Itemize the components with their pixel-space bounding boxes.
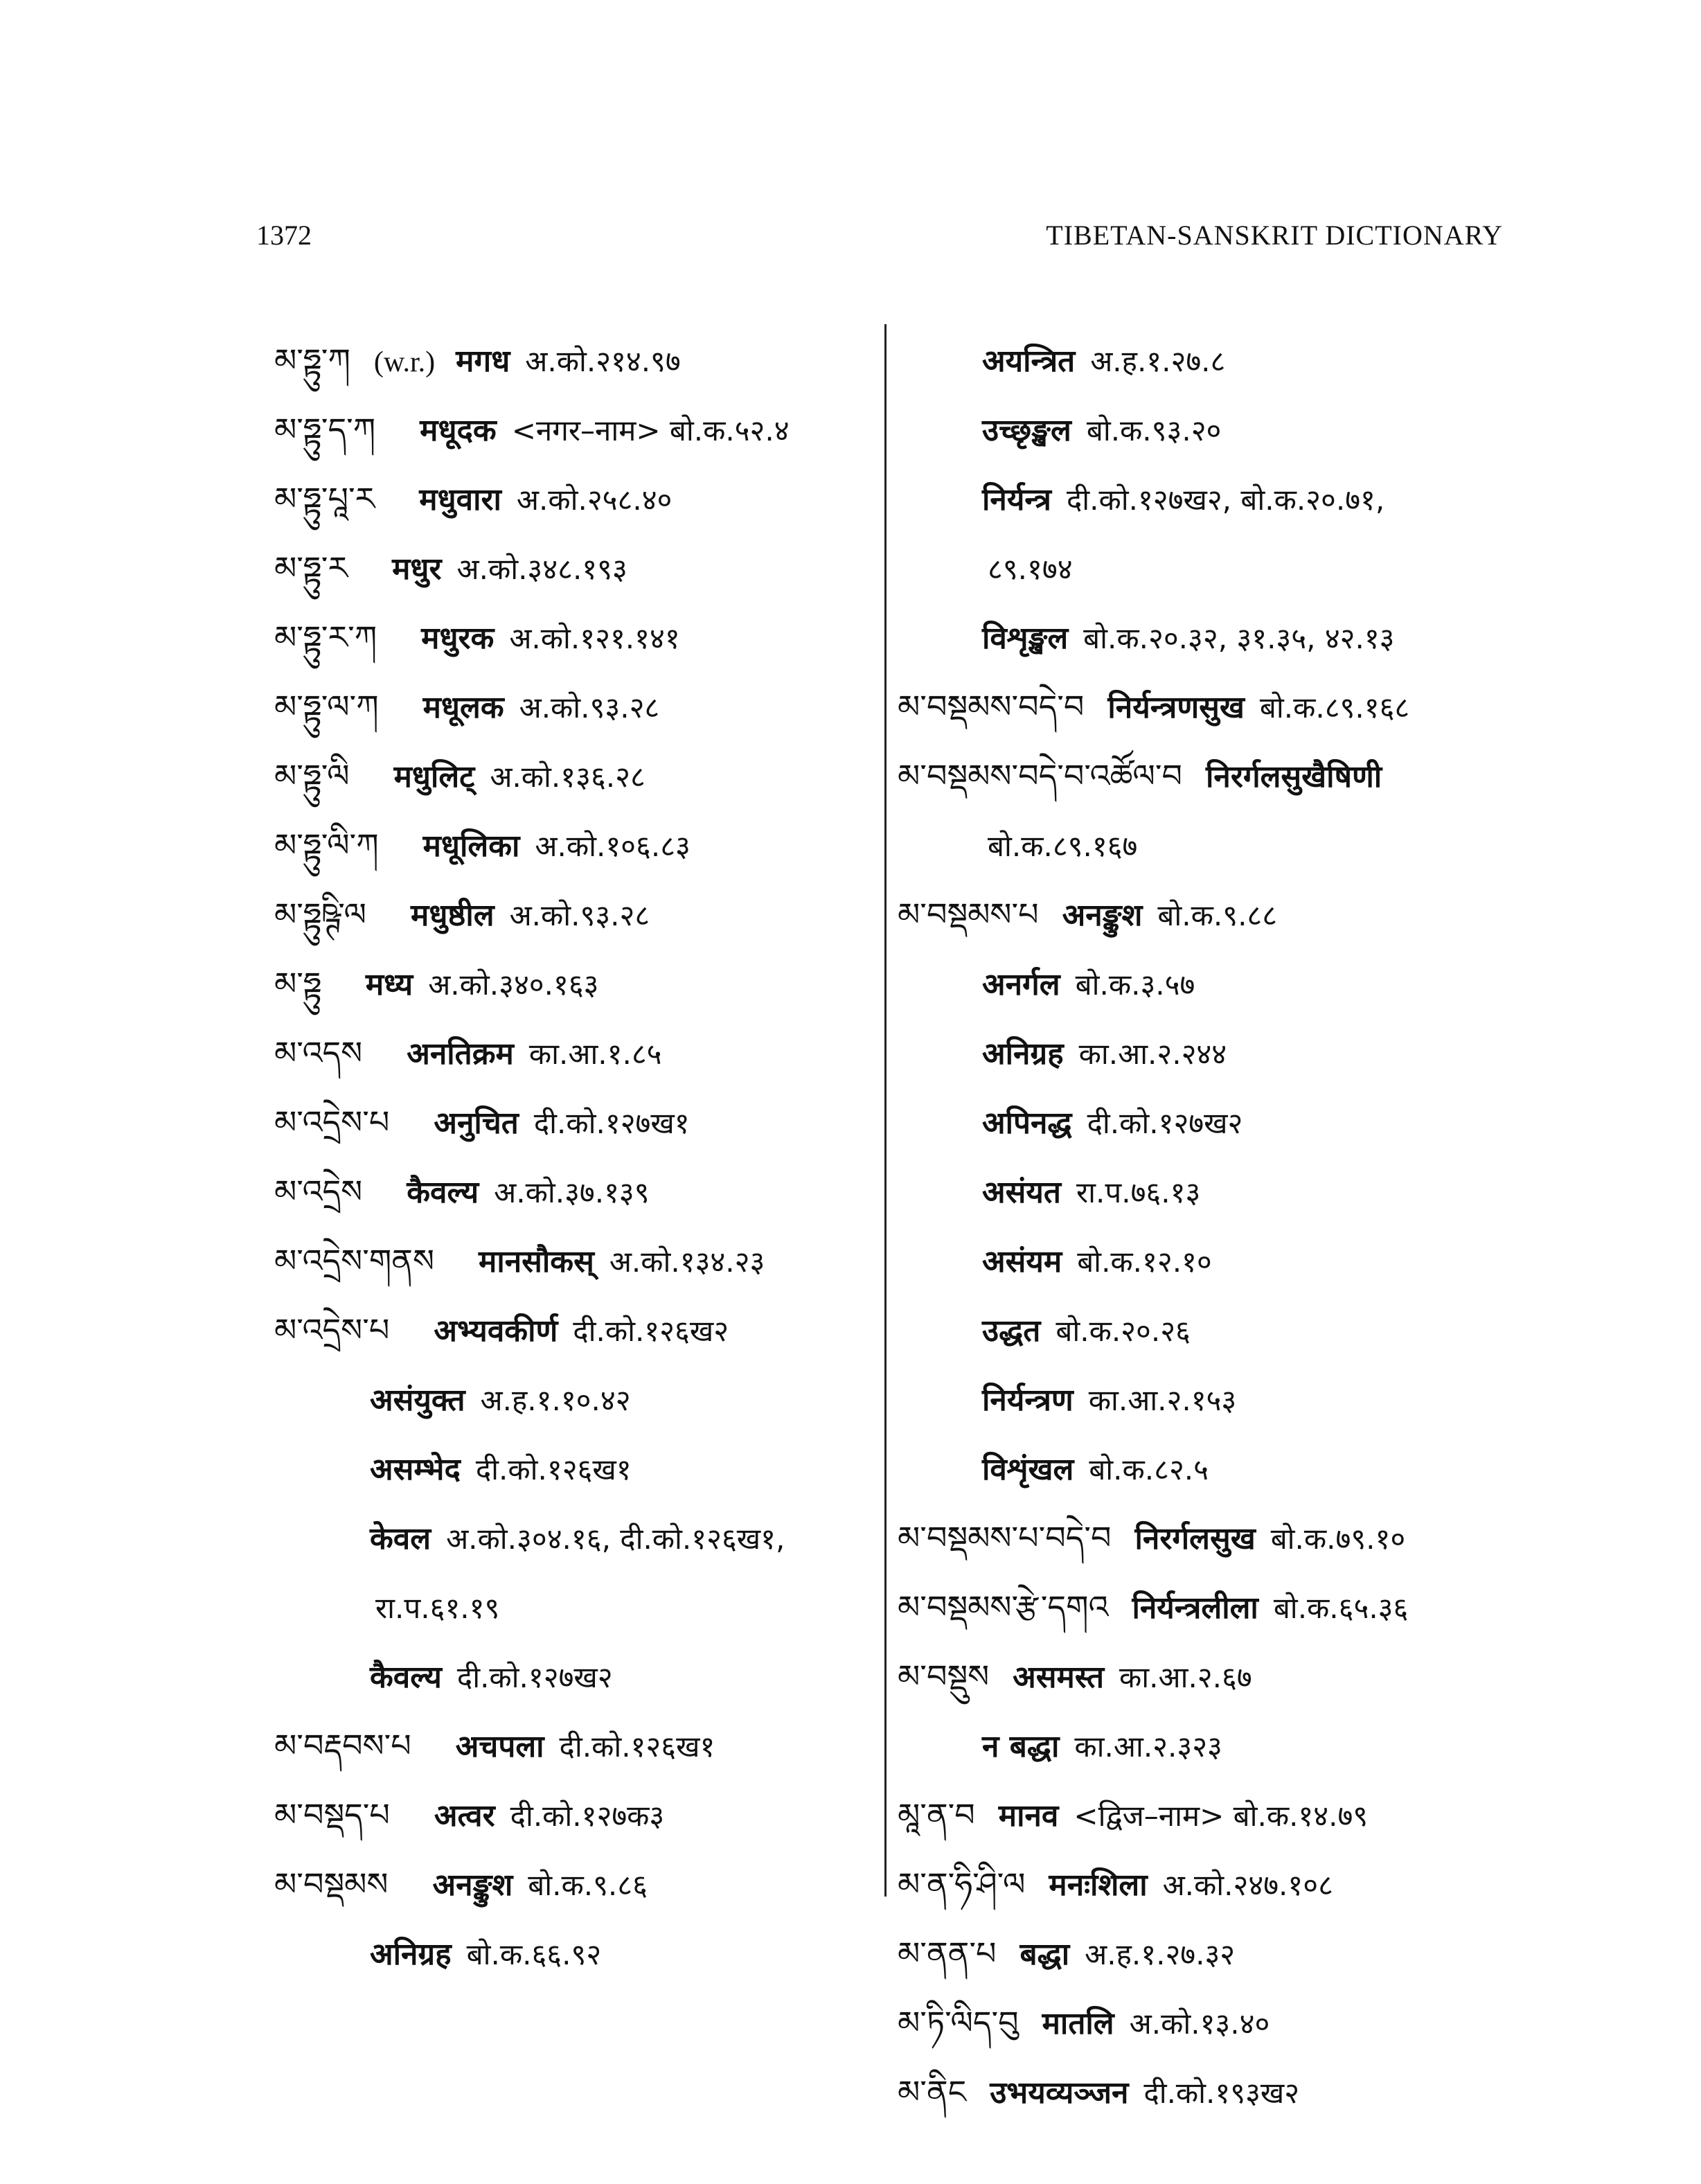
sanskrit-headword: कैवल्य — [370, 1660, 442, 1695]
source-reference: दी.को.१२७ख२ — [456, 1660, 613, 1694]
source-reference: बो.क.७९.१० — [1270, 1522, 1406, 1556]
tibetan-term: མ་ཧྟུ་ལི — [274, 757, 350, 794]
sanskrit-headword: मातलि — [1042, 2006, 1114, 2041]
dictionary-entry — [274, 1849, 870, 1919]
tibetan-term: མ་བསྡམས་པ་བདེ་བ — [898, 1519, 1112, 1556]
source-reference: अ.को.३४०.१६३ — [428, 968, 599, 1002]
tibetan-term: མ་འདྲེས་པ — [274, 1311, 390, 1349]
sanskrit-headword: मनःशिला — [1049, 1867, 1148, 1903]
sanskrit-headword: मधुरक — [421, 621, 495, 656]
source-reference: बो.क.८९.१६७ — [988, 829, 1138, 863]
sanskrit-headword: अनतिक्रम — [407, 1036, 514, 1072]
dictionary-entry — [274, 1503, 870, 1572]
dictionary-entry — [898, 949, 1521, 1018]
dictionary-entry — [274, 810, 870, 880]
sanskrit-headword: मध्य — [365, 967, 413, 1002]
dictionary-entry — [274, 533, 870, 603]
tibetan-term: མཱ་ན་བ — [898, 1796, 975, 1834]
source-reference: अ.को.१०६.८३ — [535, 829, 691, 863]
sanskrit-headword: उद्धत — [982, 1313, 1041, 1349]
dictionary-entry — [898, 1295, 1521, 1365]
sanskrit-headword: अनिग्रह — [982, 1036, 1064, 1072]
sanskrit-headword: उभयव्यञ्जन — [990, 2075, 1129, 2111]
source-reference: ८९.१७४ — [988, 552, 1073, 586]
dictionary-entry — [898, 1157, 1521, 1226]
source-reference: का.आ.२.३२३ — [1074, 1730, 1222, 1764]
dictionary-entry — [898, 1226, 1521, 1295]
sanskrit-headword: अभ्यवकीर्ण — [434, 1313, 558, 1349]
sanskrit-headword: मधूलिका — [422, 828, 520, 864]
sanskrit-headword: निर्यन्त्रण — [982, 1383, 1074, 1418]
source-reference: अ.को.९३.२८ — [509, 898, 650, 932]
dictionary-entry — [274, 741, 870, 810]
source-reference: रा.प.७६.१३ — [1076, 1175, 1201, 1209]
dictionary-entry — [898, 672, 1521, 741]
dictionary-entry — [898, 1988, 1521, 2057]
tibetan-term: མ་ཧྟུ་ད་ཀ — [274, 411, 376, 448]
running-head: TIBETAN-SANSKRIT DICTIONARY — [1046, 220, 1503, 251]
dictionary-entry — [274, 326, 870, 395]
dictionary-entry — [898, 2057, 1521, 2127]
source-reference: अ.ह.१.२७.८ — [1090, 344, 1226, 378]
source-reference: बो.क.३.५७ — [1075, 968, 1195, 1002]
tibetan-term: མ་བསྡམས — [274, 1865, 389, 1903]
tibetan-term: མ་འདྲེས — [274, 1173, 363, 1210]
dictionary-entry — [274, 1572, 870, 1642]
dictionary-entry — [898, 1365, 1521, 1434]
tibetan-term: མ་ཧྟུ་ར — [274, 549, 348, 587]
source-reference: बो.क.८२.५ — [1089, 1453, 1209, 1486]
tibetan-term: མ་ཧྟུ་ལ་ཀ — [274, 688, 379, 725]
sanskrit-headword: केवल — [370, 1521, 431, 1556]
source-reference: अ.को.३४८.१९३ — [456, 552, 627, 586]
source-reference: दी.को.१२७ख२ — [1087, 1106, 1243, 1140]
tibetan-term: མ་བསྡམས་པ — [898, 896, 1039, 933]
sanskrit-headword: मानव — [998, 1798, 1059, 1834]
source-reference: अ.को.१३६.२८ — [490, 760, 645, 794]
entry-note: (w.r.) — [373, 346, 436, 378]
source-reference: <द्विज–नाम> बो.क.१४.७९ — [1074, 1799, 1369, 1833]
sanskrit-headword: अनुचित — [434, 1106, 519, 1141]
source-reference: अ.को.१३४.२३ — [609, 1245, 765, 1279]
source-reference: दी.को.१२६ख१ — [475, 1453, 632, 1486]
source-reference: अ.को.१२१.१४१ — [509, 621, 680, 655]
dictionary-entry — [274, 672, 870, 741]
tibetan-term: མ་ཧྟུ་ར་ཀ — [274, 619, 377, 656]
sanskrit-headword: विशृङ्खल — [982, 621, 1069, 656]
sanskrit-headword: कैवल्य — [407, 1175, 479, 1210]
tibetan-term: མ་བསྡུས — [898, 1658, 990, 1695]
source-reference: अ.को.९३.२८ — [519, 691, 660, 725]
source-reference: दी.को.१२७क३ — [510, 1799, 665, 1833]
source-reference: अ.को.२४७.१०८ — [1162, 1868, 1333, 1902]
dictionary-entry — [274, 464, 870, 533]
dictionary-entry — [898, 1018, 1521, 1087]
tibetan-term: མ་ནིང — [898, 2073, 967, 2111]
dictionary-entry — [898, 810, 1521, 880]
dictionary-entry — [274, 1434, 870, 1503]
dictionary-entry — [274, 1919, 870, 1988]
source-reference: का.आ.१.८५ — [528, 1037, 662, 1071]
page-number: 1372 — [256, 220, 312, 251]
dictionary-entry — [898, 1434, 1521, 1503]
source-reference: दी.को.१२६ख२ — [573, 1314, 729, 1348]
source-reference: अ.को.२५८.४० — [516, 483, 673, 517]
source-reference: <नगर–नाम> बो.क.५२.४ — [511, 414, 790, 447]
tibetan-term: མ་ན་ཧི་ཤི་ལ — [898, 1865, 1026, 1903]
tibetan-term: མ་བསྡམས་བདེ་བ་འཚོལ་བ — [898, 757, 1183, 794]
sanskrit-headword: मधूलक — [422, 690, 504, 725]
tibetan-term: མ་ཧྟུ་ལི་ཀ — [274, 826, 379, 864]
dictionary-entry — [274, 1226, 870, 1295]
tibetan-term: མ་ཧྟུཥྚི་ལ — [274, 896, 367, 933]
source-reference: अ.को.१३.४० — [1129, 2007, 1270, 2041]
sanskrit-headword: मगध — [456, 344, 510, 379]
dictionary-entry — [898, 395, 1521, 464]
source-reference: का.आ.२.१५३ — [1088, 1383, 1237, 1417]
dictionary-entry — [898, 1572, 1521, 1642]
source-reference: बो.क.९३.२० — [1086, 414, 1222, 447]
source-reference: दी.को.१२७ख१ — [533, 1106, 690, 1140]
source-reference: दी.को.१२७ख२, बो.क.२०.७१, — [1066, 483, 1385, 517]
sanskrit-headword: विशृंखल — [982, 1452, 1074, 1487]
source-reference: बो.क.२०.२६ — [1056, 1314, 1191, 1348]
dictionary-entry — [898, 1087, 1521, 1157]
sanskrit-headword: अनिग्रह — [370, 1937, 452, 1972]
dictionary-entry — [274, 1642, 870, 1711]
tibetan-term: མ་ཧྟུ་ཀ — [274, 341, 350, 379]
dictionary-entry — [274, 395, 870, 464]
tibetan-term: མ་ཏི་ལིད་བུ — [898, 2004, 1019, 2041]
source-reference: बो.क.१२.१० — [1077, 1245, 1212, 1279]
dictionary-entry — [274, 1157, 870, 1226]
tibetan-term: མ་ནན་པ — [898, 1935, 997, 1972]
source-reference: अ.ह.१.१०.४२ — [480, 1383, 631, 1417]
source-reference: का.आ.२.२४४ — [1078, 1037, 1227, 1071]
sanskrit-headword: अत्वर — [434, 1798, 495, 1834]
tibetan-term: མ་འདྲེས་པ — [274, 1103, 390, 1141]
source-reference: बो.क.२०.३२, ३१.३५, ४२.१३ — [1083, 621, 1395, 655]
sanskrit-headword: अनङ्कुश — [1062, 898, 1143, 933]
sanskrit-headword: मानसौकस् — [479, 1244, 594, 1279]
sanskrit-headword: न बद्धा — [982, 1729, 1060, 1764]
sanskrit-headword: निर्यन्त्रणसुख — [1107, 690, 1245, 725]
sanskrit-headword: अयन्त्रित — [982, 344, 1076, 379]
tibetan-term: མ་འདས — [274, 1034, 363, 1072]
dictionary-entry — [274, 1711, 870, 1780]
sanskrit-headword: अचपला — [455, 1729, 544, 1764]
dictionary-entry — [274, 1780, 870, 1849]
tibetan-term: མ་བརྡབས་པ — [274, 1727, 411, 1764]
tibetan-term: མ་བསྡད་པ — [274, 1796, 390, 1834]
dictionary-entry — [898, 1780, 1521, 1849]
dictionary-entry — [898, 326, 1521, 395]
sanskrit-headword: निर्यन्त्रलीला — [1132, 1590, 1258, 1626]
right-column — [898, 326, 1521, 2127]
dictionary-entry — [898, 741, 1521, 810]
sanskrit-headword: असंयत — [982, 1175, 1061, 1210]
tibetan-term: མ་འདྲེས་གནས — [274, 1242, 435, 1279]
sanskrit-headword: मधुलिट् — [393, 759, 475, 794]
source-reference: दी.को.१२६ख१ — [559, 1730, 715, 1764]
dictionary-entry — [898, 880, 1521, 949]
tibetan-term: མ་ཧྟུ་པཱ་ར — [274, 480, 375, 517]
dictionary-entry — [898, 1849, 1521, 1919]
dictionary-entry — [898, 533, 1521, 603]
left-column — [274, 326, 870, 1988]
sanskrit-headword: असंयुक्त — [370, 1383, 465, 1418]
dictionary-entry — [898, 1503, 1521, 1572]
source-reference: रा.प.६१.१९ — [375, 1591, 500, 1625]
dictionary-entry — [274, 1018, 870, 1087]
tibetan-term: མ་བསྡམས་བདེ་བ — [898, 688, 1085, 725]
sanskrit-headword: मधुष्ठील — [411, 898, 495, 933]
dictionary-entry — [274, 603, 870, 672]
source-reference: अ.को.२१४.९७ — [525, 344, 681, 378]
sanskrit-headword: मधुवारा — [419, 482, 501, 517]
source-reference: बो.क.६६.९२ — [466, 1937, 602, 1971]
dictionary-entry — [898, 603, 1521, 672]
column-divider — [884, 324, 887, 1897]
source-reference: दी.को.१९३ख२ — [1143, 2076, 1300, 2110]
sanskrit-headword: अपिनद्ध — [982, 1106, 1072, 1141]
source-reference: बो.क.८९.१६८ — [1259, 691, 1410, 725]
source-reference: अ.को.३७.१३९ — [494, 1175, 650, 1209]
sanskrit-headword: उच्छृङ्खल — [982, 413, 1071, 448]
sanskrit-headword: निरर्गलसुखैषिणी — [1206, 759, 1382, 794]
dictionary-entry — [898, 1919, 1521, 1988]
sanskrit-headword: बद्धा — [1019, 1937, 1070, 1972]
source-reference: बो.क.६५.३६ — [1273, 1591, 1409, 1625]
source-reference: अ.को.३०४.१६, दी.को.१२६ख१, — [446, 1522, 785, 1556]
source-reference: बो.क.९.८८ — [1157, 898, 1278, 932]
source-reference: अ.ह.१.२७.३२ — [1085, 1937, 1236, 1971]
sanskrit-headword: असमस्त — [1013, 1660, 1105, 1695]
source-reference: बो.क.९.८६ — [528, 1868, 648, 1902]
tibetan-term: མ་ཧྟུ — [274, 965, 321, 1002]
dictionary-entry — [898, 1711, 1521, 1780]
dictionary-entry — [274, 949, 870, 1018]
source-reference: का.आ.२.६७ — [1119, 1660, 1252, 1694]
dictionary-entry — [898, 464, 1521, 533]
sanskrit-headword: मधूदक — [420, 413, 497, 448]
dictionary-entry — [274, 1087, 870, 1157]
sanskrit-headword: मधुर — [392, 551, 442, 587]
dictionary-entry — [274, 880, 870, 949]
dictionary-entry — [898, 1642, 1521, 1711]
sanskrit-headword: निरर्गलसुख — [1134, 1521, 1256, 1556]
sanskrit-headword: असम्भेद — [370, 1452, 461, 1487]
sanskrit-headword: निर्यन्त्र — [982, 482, 1051, 517]
sanskrit-headword: अनङ्कुश — [432, 1867, 513, 1903]
tibetan-term: མ་བསྡམས་རྩེ་དགའ — [898, 1588, 1109, 1626]
sanskrit-headword: असंयम — [982, 1244, 1062, 1279]
sanskrit-headword: अनर्गल — [982, 967, 1060, 1002]
dictionary-entry — [274, 1365, 870, 1434]
dictionary-entry — [274, 1295, 870, 1365]
